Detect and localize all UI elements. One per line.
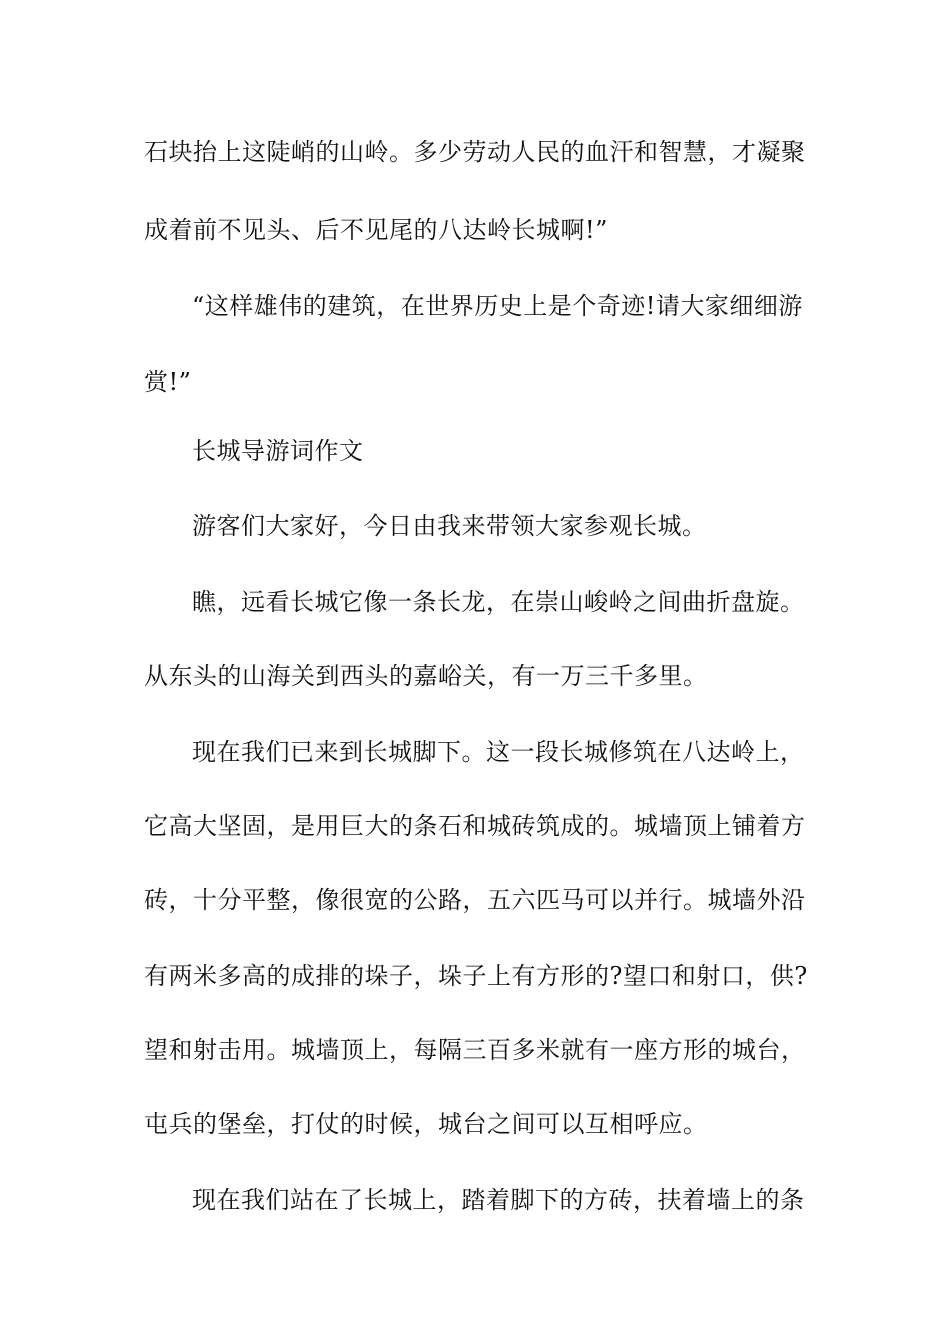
text-line-12: 有两米多高的成排的垛子，垛子上有方形的?望口和射口，供? [144, 962, 808, 990]
text-line-6: 游客们大家好，今日由我来带领大家参观长城。 [192, 512, 707, 540]
text-line-7: 瞧，远看长城它像一条长龙，在崇山峻岭之间曲折盘旋。 [192, 588, 805, 616]
text-line-13: 望和射击用。城墙顶上，每隔三百多米就有一座方形的城台， [144, 1036, 806, 1064]
text-line-11: 砖，十分平整，像很宽的公路，五六匹马可以并行。城墙外沿 [144, 886, 806, 914]
text-line-15: 现在我们站在了长城上，踏着脚下的方砖，扶着墙上的条 [192, 1186, 805, 1214]
text-line-4: 赏!” [144, 368, 192, 396]
text-line-8: 从东头的山海关到西头的嘉峪关，有一万三千多里。 [144, 662, 708, 690]
section-heading: 长城导游词作文 [192, 437, 364, 465]
text-line-1: 石块抬上这陡峭的山岭。多少劳动人民的血汗和智慧，才凝聚 [144, 138, 806, 166]
text-line-9: 现在我们已来到长城脚下。这一段长城修筑在八达岭上， [192, 738, 805, 766]
text-line-3: “这样雄伟的建筑，在世界历史上是个奇迹!请大家细细游 [192, 292, 803, 320]
text-line-2: 成着前不见头、后不见尾的八达岭长城啊!” [144, 216, 608, 244]
text-line-14: 屯兵的堡垒，打仗的时候，城台之间可以互相呼应。 [144, 1110, 708, 1138]
text-line-10: 它高大坚固，是用巨大的条石和城砖筑成的。城墙顶上铺着方 [144, 812, 806, 840]
